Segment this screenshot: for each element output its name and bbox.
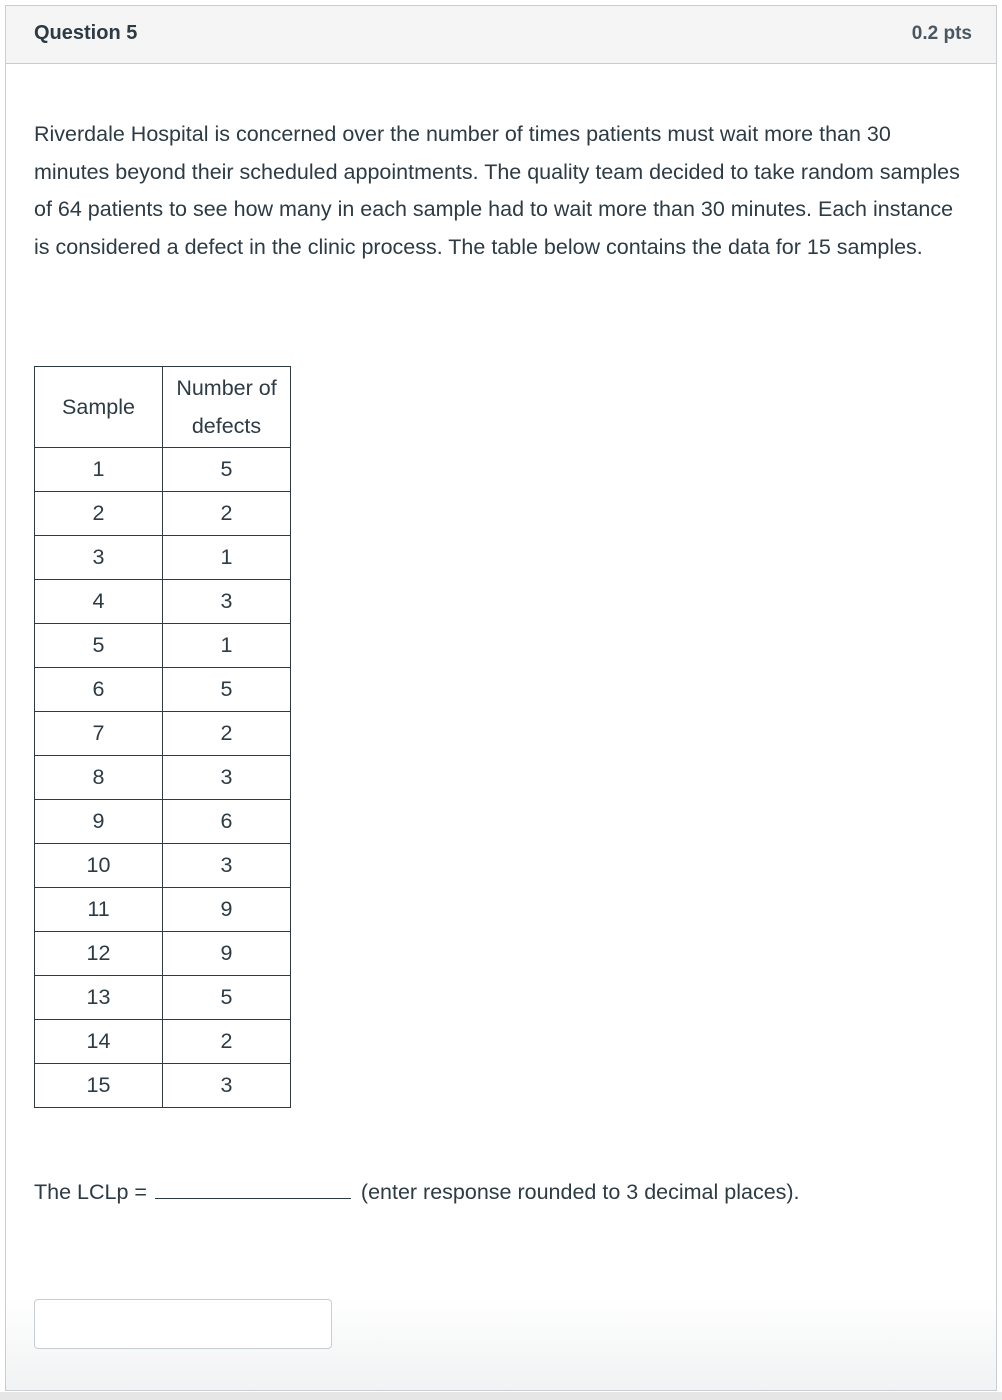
sample-cell: 15 [35, 1064, 163, 1108]
table-row [35, 1064, 291, 1108]
defects-cell: 2 [163, 712, 291, 756]
answer-blank [155, 1178, 351, 1199]
sample-cell: 1 [35, 448, 163, 492]
question-title: Question 5 [34, 22, 138, 44]
table-row [35, 580, 291, 624]
defects-cell: 5 [163, 976, 291, 1020]
table-row [35, 668, 291, 712]
table-row [35, 800, 291, 844]
defects-cell: 3 [163, 1064, 291, 1108]
answer-label: The LCLp = [34, 1180, 147, 1204]
table-row [35, 448, 291, 492]
defects-cell: 3 [163, 580, 291, 624]
table-row [35, 888, 291, 932]
defects-cell: 2 [163, 1020, 291, 1064]
sample-cell: 10 [35, 844, 163, 888]
sample-cell: 14 [35, 1020, 163, 1064]
defects-cell: 2 [163, 492, 291, 536]
bottom-edge [0, 1392, 1002, 1400]
sample-cell: 12 [35, 932, 163, 976]
sample-cell: 9 [35, 800, 163, 844]
sample-cell: 5 [35, 624, 163, 668]
question-header [6, 6, 996, 64]
sample-cell: 8 [35, 756, 163, 800]
table-row [35, 492, 291, 536]
table-row [35, 536, 291, 580]
table-row [35, 976, 291, 1020]
defects-cell: 6 [163, 800, 291, 844]
defects-cell: 9 [163, 932, 291, 976]
defects-cell: 5 [163, 668, 291, 712]
sample-cell: 2 [35, 492, 163, 536]
defects-cell: 3 [163, 844, 291, 888]
column-header-defects: Number of defects [163, 367, 291, 448]
table-row [35, 712, 291, 756]
question-points: 0.2 pts [911, 23, 972, 44]
defects-table [34, 366, 291, 1108]
sample-cell: 13 [35, 976, 163, 1020]
question-card [5, 5, 997, 1391]
defects-cell: 9 [163, 888, 291, 932]
sample-cell: 6 [35, 668, 163, 712]
defects-cell: 1 [163, 536, 291, 580]
column-header-sample: Sample [35, 367, 163, 448]
sample-cell: 4 [35, 580, 163, 624]
sample-cell: 7 [35, 712, 163, 756]
defects-cell: 3 [163, 756, 291, 800]
sample-cell: 3 [35, 536, 163, 580]
table-row [35, 932, 291, 976]
table-header-row [35, 367, 291, 448]
table-row [35, 844, 291, 888]
answer-instruction: (enter response rounded to 3 decimal places). [360, 1180, 800, 1204]
sample-cell: 11 [35, 888, 163, 932]
answer-input[interactable] [34, 1299, 332, 1349]
table-row [35, 624, 291, 668]
table-body [35, 448, 291, 1108]
answer-prompt [34, 1178, 800, 1205]
table-row [35, 1020, 291, 1064]
table-row [35, 756, 291, 800]
defects-cell: 1 [163, 624, 291, 668]
defects-cell: 5 [163, 448, 291, 492]
question-prompt: Riverdale Hospital is concerned over the number of times patients must wait more than 30 minutes beyond their scheduled appointments. The quality team decided to take random samples of 64 patients to see how many in each sample had to wait more than 30 minutes. Each instance is considered a defect in the clinic process. The table below contains the data for 15 samples. [34, 122, 960, 259]
